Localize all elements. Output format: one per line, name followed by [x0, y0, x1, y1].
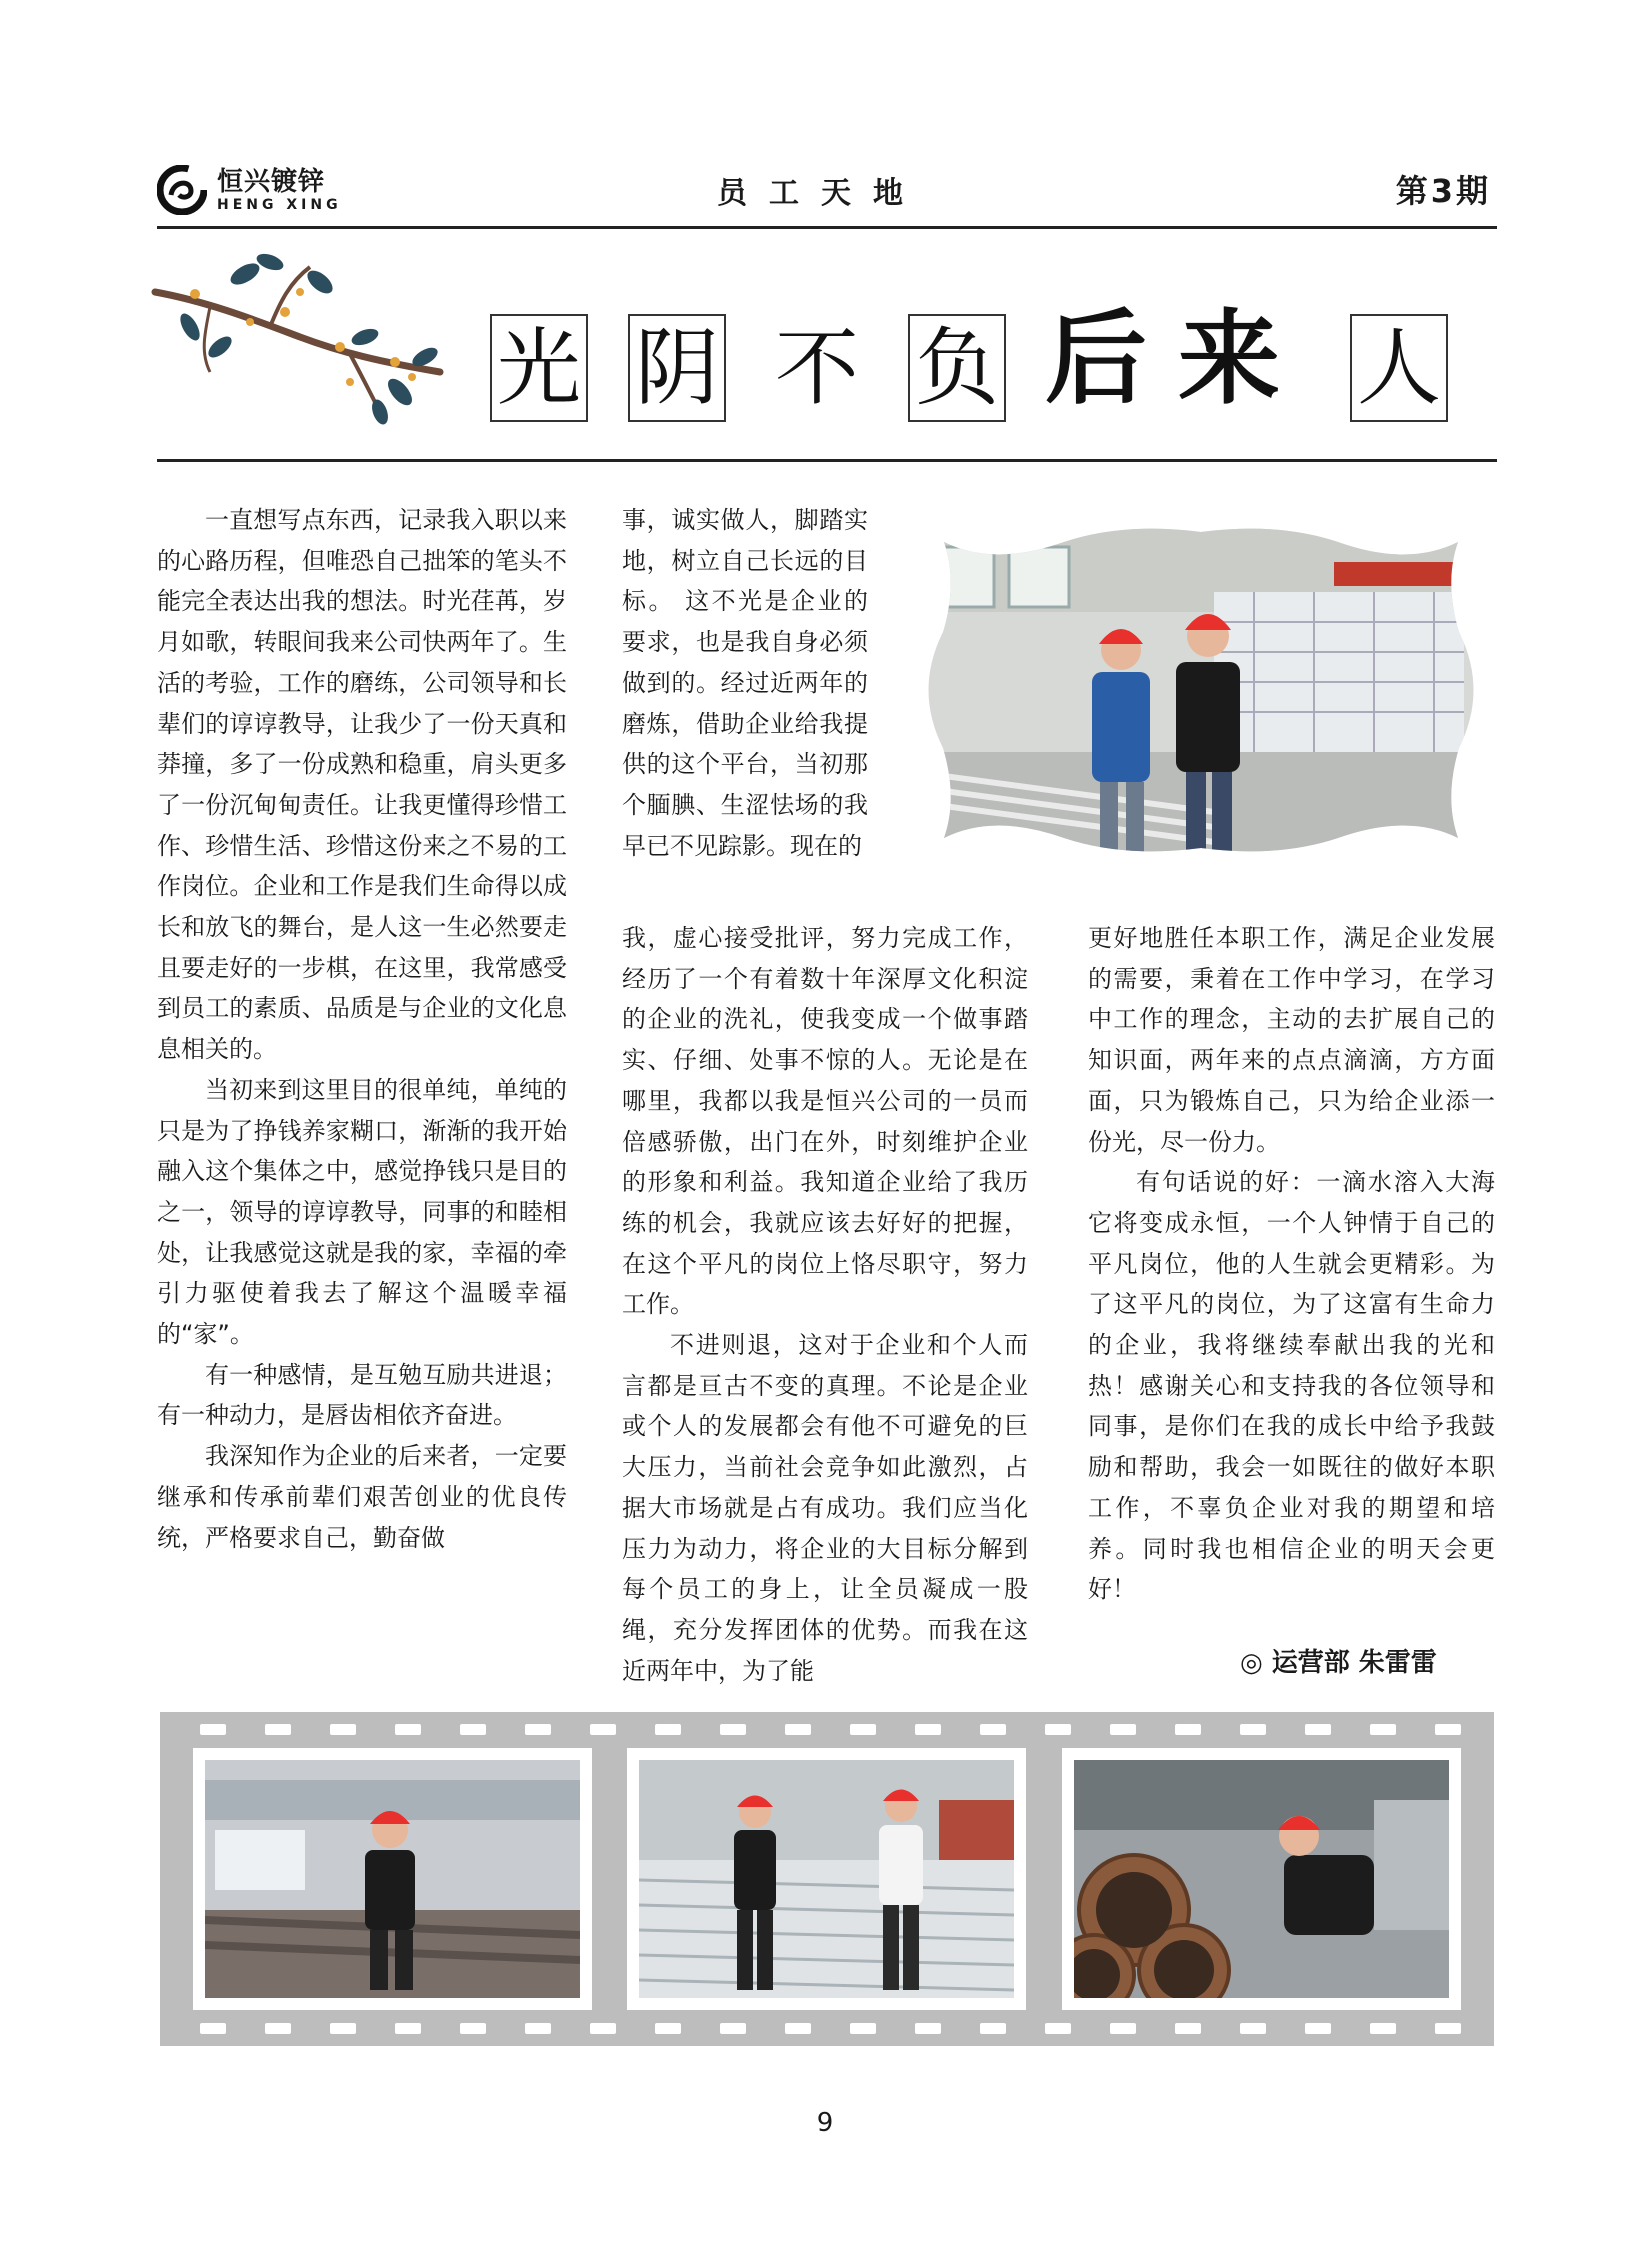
photo-film-strip [160, 1712, 1494, 2046]
film-sprocket [1110, 2023, 1136, 2034]
paragraph: 有句话说的好：一滴水溶入大海它将变成永恒，一个人钟情于自己的平凡岗位，他的人生就会更精彩。为了这平凡的岗位，为了这富有生命力的企业，我将继续奉献出我的光和热！感谢关心和支持我的各位领导和同事，是你们在我的成长中给予我鼓励和帮助，我会一如既往的做好本职工作，不辜负企业对我的期望和培养。同时我也相信企业的明天会更好！ [1088, 1168, 1495, 1604]
title-char-7: 人 [1350, 314, 1448, 422]
film-sprocket [1240, 1724, 1266, 1735]
film-sprocket [1175, 1724, 1201, 1735]
film-sprocket [1305, 2023, 1331, 2034]
title-divider [157, 459, 1497, 462]
company-logo [157, 160, 342, 220]
film-sprocket [330, 2023, 356, 2034]
film-sprocket [1110, 1724, 1136, 1735]
film-sprocket [200, 2023, 226, 2034]
paragraph: 我，虚心接受批评，努力完成工作，经历了一个有着数十年深厚文化积淀的企业的洗礼，使我变成一个做事踏实、仔细、处事不惊的人。无论是在哪里，我都以我是恒兴公司的一员而倍感骄傲，出门在外，时刻维护企业的形象和利益。我知道企业给了我历练的机会，我就应该去好好的把握，在这个平凡的岗位上恪尽职守，努力工作。 [622, 924, 1028, 1319]
film-sprocket [1240, 2023, 1266, 2034]
film-sprocket [1435, 1724, 1461, 1735]
issue-number: 第3期 [1395, 172, 1491, 210]
paragraph: 一直想写点东西，记录我入职以来的心路历程，但唯恐自己拙笨的笔头不能完全表达出我的想法。时光荏苒，岁月如歌，转眼间我来公司快两年了。生活的考验，工作的磨练，公司领导和长辈们的谆谆教导，让我少了一份天真和莽撞，多了一份成熟和稳重，肩头更多了一份沉甸甸责任。让我更懂得珍惜工作、珍惜生活、珍惜这份来之不易的工作岗位。企业和工作是我们生命得以成长和放飞的舞台，是人这一生必然要走且要走好的一步棋，在这里，我常感受到员工的素质、品质是与企业的文化息息相关的。 [157, 506, 567, 1064]
film-sprocket [1045, 2023, 1071, 2034]
film-sprocket [980, 1724, 1006, 1735]
article-column-2-top [622, 500, 868, 866]
film-sprocket [1370, 1724, 1396, 1735]
paragraph: 不进则退，这对于企业和个人而言都是亘古不变的真理。不论是企业或个人的发展都会有他不可避免的巨大压力，当前社会竞争如此激烈，占据大市场就是占有成功。我们应当化压力为动力，将企业的大目标分解到每个员工的身上，让全员凝成一股绳，充分发挥团体的优势。而我在这近两年中，为了能 [622, 1331, 1028, 1685]
osmanthus-branch-illustration [150, 252, 450, 432]
film-sprocket [1370, 2023, 1396, 2034]
article-column-1 [157, 500, 567, 1558]
film-sprocket [850, 2023, 876, 2034]
film-sprocket [915, 1724, 941, 1735]
film-sprocket [395, 2023, 421, 2034]
film-sprocket [1175, 2023, 1201, 2034]
film-sprocket [525, 2023, 551, 2034]
film-sprocket [525, 1724, 551, 1735]
film-sprocket [720, 2023, 746, 2034]
logo-swirl-icon [157, 165, 207, 215]
author-signature: ◎ 运营部 朱雷雷 [1240, 1648, 1437, 1678]
film-sprocket [655, 2023, 681, 2034]
film-sprocket [330, 1724, 356, 1735]
paragraph: 事，诚实做人，脚踏实地，树立自己长远的目标。 这不光是企业的要求，也是我自身必须做到的。经过近两年的磨炼，借助企业给我提供的这个平台，当初那个腼腆、生涩怯场的我早已不见踪影。现在的 [622, 506, 868, 860]
page-header [157, 160, 1497, 229]
title-char-1: 光 [490, 314, 588, 422]
film-sprocket [915, 2023, 941, 2034]
logo-english-name: HENG XING [217, 197, 342, 213]
section-name: 员工天地 [717, 176, 925, 211]
film-sprocket [590, 2023, 616, 2034]
workshop-photo-main [914, 522, 1488, 858]
film-sprocket [1435, 2023, 1461, 2034]
film-photo-1 [193, 1748, 592, 2010]
film-sprocket [785, 1724, 811, 1735]
logo-chinese-name: 恒兴镀锌 [217, 167, 326, 197]
film-sprocket [460, 2023, 486, 2034]
paragraph: 有一种感情，是互勉互励共进退；有一种动力，是唇齿相依齐奋进。 [157, 1360, 567, 1430]
title-char-4: 负 [908, 314, 1006, 422]
film-sprocket [1305, 1724, 1331, 1735]
article-column-2 [622, 918, 1028, 1691]
film-sprocket [265, 2023, 291, 2034]
film-sprocket [200, 1724, 226, 1735]
paragraph: 更好地胜任本职工作，满足企业发展的需要，秉着在工作中学习，在学习中工作的理念，主动的去扩展自己的知识面，两年来的点点滴滴，方方面面，只为锻炼自己，只为给企业添一份光，尽一份力。 [1088, 924, 1495, 1156]
paragraph: 当初来到这里目的很单纯，单纯的只是为了挣钱养家糊口，渐渐的我开始融入这个集体之中，感觉挣钱只是目的之一，领导的谆谆教导，同事的和睦相处，让我感觉这就是我的家，幸福的牵引力驱使着我去了解这个温暖幸福的“家”。 [157, 1075, 567, 1349]
film-sprocket [590, 1724, 616, 1735]
film-sprocket [980, 2023, 1006, 2034]
film-sprocket [850, 1724, 876, 1735]
title-char-5: 后 [1045, 299, 1147, 419]
title-char-6: 来 [1178, 299, 1280, 419]
film-sprocket [460, 1724, 486, 1735]
film-photo-2 [627, 1748, 1026, 2010]
title-char-2: 阴 [628, 314, 726, 422]
film-sprocket [395, 1724, 421, 1735]
film-sprocket [720, 1724, 746, 1735]
film-sprocket [785, 2023, 811, 2034]
film-photo-3 [1062, 1748, 1461, 2010]
film-sprocket [1045, 1724, 1071, 1735]
film-sprocket [655, 1724, 681, 1735]
article-column-3 [1088, 918, 1495, 1610]
article-title [490, 300, 1490, 430]
film-sprocket [265, 1724, 291, 1735]
title-char-3: 不 [774, 319, 859, 417]
page-number: 9 [816, 2108, 834, 2138]
paragraph: 我深知作为企业的后来者，一定要继承和传承前辈们艰苦创业的优良传统，严格要求自己，勤奋做 [157, 1442, 567, 1552]
